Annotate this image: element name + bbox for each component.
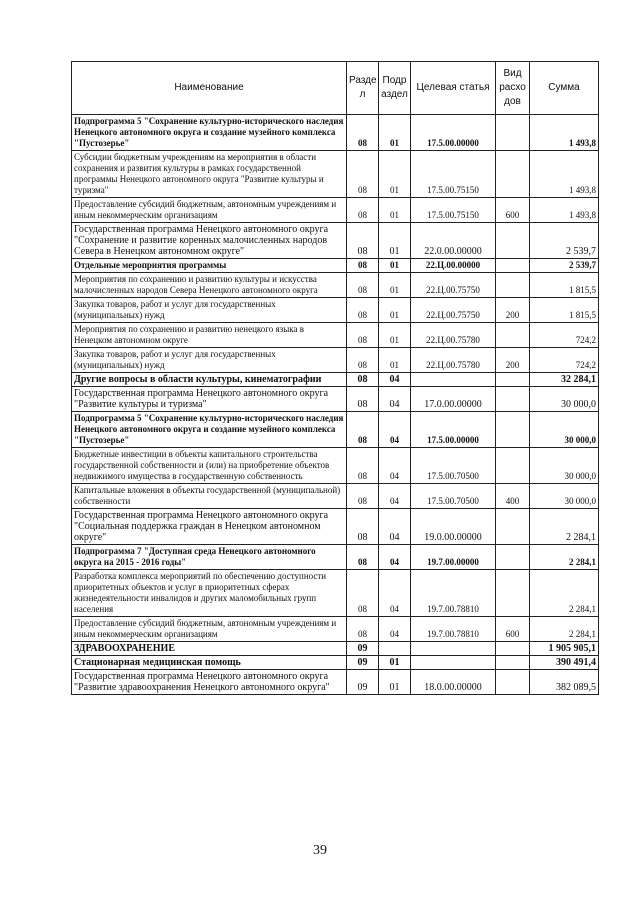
cell-name: Разработка комплекса мероприятий по обеспечению доступности приоритетных объектов и услуг в приоритетных сферах жизнедеятельности инвалидов и других маломобильных групп населения (72, 570, 347, 617)
cell-section: 08 (347, 509, 379, 545)
cell-section: 08 (347, 448, 379, 484)
cell-sum: 1 493,8 (530, 151, 599, 198)
cell-type (496, 412, 530, 448)
header-name: Наименование (72, 62, 347, 115)
header-target: Целевая статья (411, 62, 496, 115)
cell-type (496, 642, 530, 656)
cell-target: 17.5.00.00000 (411, 412, 496, 448)
cell-name: Мероприятия по сохранению и развитию ненецкого языка в Ненецком автономном округе (72, 323, 347, 348)
cell-section: 08 (347, 115, 379, 151)
cell-type (496, 509, 530, 545)
cell-type (496, 115, 530, 151)
table-row (72, 509, 599, 545)
cell-target: 22.Ц.00.75780 (411, 348, 496, 373)
cell-section: 08 (347, 273, 379, 298)
cell-sum: 724,2 (530, 348, 599, 373)
cell-subsection (379, 642, 411, 656)
table-row (72, 484, 599, 509)
cell-section: 08 (347, 259, 379, 273)
budget-table-body (72, 62, 599, 695)
cell-sum: 724,2 (530, 323, 599, 348)
cell-subsection: 01 (379, 348, 411, 373)
cell-subsection: 04 (379, 509, 411, 545)
table-row (72, 273, 599, 298)
cell-target: 19.7.00.78810 (411, 570, 496, 617)
cell-type (496, 223, 530, 259)
cell-name: Капитальные вложения в объекты государственной (муниципальной) собственности (72, 484, 347, 509)
cell-section: 08 (347, 323, 379, 348)
cell-subsection: 04 (379, 617, 411, 642)
cell-subsection: 04 (379, 387, 411, 412)
cell-target: 22.Ц.00.75780 (411, 323, 496, 348)
cell-subsection: 01 (379, 656, 411, 670)
table-row (72, 298, 599, 323)
cell-target: 17.0.00.00000 (411, 387, 496, 412)
cell-sum: 2 284,1 (530, 617, 599, 642)
cell-name: Подпрограмма 7 "Доступная среда Ненецкого автономного округа на 2015 - 2016 годы" (72, 545, 347, 570)
cell-name: Предоставление субсидий бюджетным, автономным учреждениям и иным некоммерческим организациям (72, 198, 347, 223)
cell-subsection: 04 (379, 373, 411, 387)
cell-sum: 1 815,5 (530, 273, 599, 298)
table-row (72, 151, 599, 198)
table-row (72, 348, 599, 373)
cell-target: 22.Ц.00.75750 (411, 273, 496, 298)
cell-subsection: 01 (379, 151, 411, 198)
cell-type: 200 (496, 348, 530, 373)
table-row (72, 223, 599, 259)
cell-subsection: 01 (379, 273, 411, 298)
table-row (72, 323, 599, 348)
header-subsection: Подр аздел (379, 62, 411, 115)
cell-type (496, 373, 530, 387)
cell-name: Государственная программа Ненецкого автономного округа "Социальная поддержка граждан в Ненецком автономном округе" (72, 509, 347, 545)
table-row (72, 198, 599, 223)
cell-name: Мероприятия по сохранению и развитию культуры и искусства малочисленных народов Севера Ненецкого автономного округа (72, 273, 347, 298)
cell-target: 18.0.00.00000 (411, 670, 496, 695)
cell-sum: 382 089,5 (530, 670, 599, 695)
table-header-row (72, 62, 599, 115)
cell-name: ЗДРАВООХРАНЕНИЕ (72, 642, 347, 656)
cell-sum: 1 905 905,1 (530, 642, 599, 656)
cell-type: 400 (496, 484, 530, 509)
cell-name: Подпрограмма 5 "Сохранение культурно-исторического наследия Ненецкого автономного округа и создание музейного комплекса "Пустозерье" (72, 115, 347, 151)
header-sum: Сумма (530, 62, 599, 115)
cell-section: 08 (347, 373, 379, 387)
cell-subsection: 01 (379, 323, 411, 348)
cell-name: Предоставление субсидий бюджетным, автономным учреждениям и иным некоммерческим организациям (72, 617, 347, 642)
cell-type (496, 273, 530, 298)
cell-sum: 30 000,0 (530, 448, 599, 484)
cell-type (496, 570, 530, 617)
cell-name: Стационарная медицинская помощь (72, 656, 347, 670)
cell-section: 08 (347, 298, 379, 323)
cell-subsection: 01 (379, 115, 411, 151)
cell-name: Государственная программа Ненецкого автономного округа "Развитие здравоохранения Ненецкого автономного округа" (72, 670, 347, 695)
cell-type (496, 259, 530, 273)
cell-type (496, 670, 530, 695)
cell-section: 09 (347, 656, 379, 670)
cell-target: 17.5.00.70500 (411, 448, 496, 484)
table-row (72, 617, 599, 642)
cell-target: 22.Ц.00.75750 (411, 298, 496, 323)
cell-section: 08 (347, 545, 379, 570)
cell-type (496, 151, 530, 198)
cell-sum: 390 491,4 (530, 656, 599, 670)
cell-section: 08 (347, 223, 379, 259)
cell-target: 17.5.00.75150 (411, 198, 496, 223)
cell-target (411, 373, 496, 387)
cell-target (411, 642, 496, 656)
cell-sum: 1 493,8 (530, 198, 599, 223)
cell-target: 19.7.00.78810 (411, 617, 496, 642)
header-type: Вид расхо дов (496, 62, 530, 115)
cell-name: Государственная программа Ненецкого автономного округа "Сохранение и развитие коренных малочисленных народов Севера в Ненецком автономном округе" (72, 223, 347, 259)
cell-section: 08 (347, 570, 379, 617)
cell-type: 600 (496, 198, 530, 223)
cell-section: 08 (347, 617, 379, 642)
cell-type (496, 448, 530, 484)
table-row (72, 642, 599, 656)
cell-subsection: 01 (379, 298, 411, 323)
cell-sum: 2 539,7 (530, 259, 599, 273)
cell-name: Подпрограмма 5 "Сохранение культурно-исторического наследия Ненецкого автономного округа и создание музейного комплекса "Пустозерье" (72, 412, 347, 448)
cell-sum: 2 539,7 (530, 223, 599, 259)
cell-type (496, 545, 530, 570)
cell-section: 08 (347, 198, 379, 223)
cell-target: 22.0.00.00000 (411, 223, 496, 259)
cell-subsection: 04 (379, 545, 411, 570)
cell-type: 600 (496, 617, 530, 642)
cell-section: 08 (347, 151, 379, 198)
cell-name: Закупка товаров, работ и услуг для государственных (муниципальных) нужд (72, 348, 347, 373)
cell-sum: 1 815,5 (530, 298, 599, 323)
table-row (72, 387, 599, 412)
cell-target (411, 656, 496, 670)
cell-name: Отдельные мероприятия программы (72, 259, 347, 273)
table-row (72, 115, 599, 151)
cell-sum: 2 284,1 (530, 509, 599, 545)
table-row (72, 545, 599, 570)
cell-name: Закупка товаров, работ и услуг для государственных (муниципальных) нужд (72, 298, 347, 323)
cell-name: Другие вопросы в области культуры, кинематографии (72, 373, 347, 387)
cell-subsection: 01 (379, 670, 411, 695)
cell-type: 200 (496, 298, 530, 323)
cell-target: 19.0.00.00000 (411, 509, 496, 545)
cell-name: Государственная программа Ненецкого автономного округа "Развитие культуры и туризма" (72, 387, 347, 412)
cell-subsection: 04 (379, 412, 411, 448)
table-row (72, 570, 599, 617)
table-row (72, 412, 599, 448)
table-row (72, 656, 599, 670)
cell-section: 08 (347, 412, 379, 448)
cell-target: 17.5.00.00000 (411, 115, 496, 151)
cell-section: 08 (347, 348, 379, 373)
cell-target: 17.5.00.70500 (411, 484, 496, 509)
cell-sum: 2 284,1 (530, 545, 599, 570)
cell-subsection: 04 (379, 570, 411, 617)
cell-target: 17.5.00.75150 (411, 151, 496, 198)
cell-type (496, 656, 530, 670)
cell-sum: 1 493,8 (530, 115, 599, 151)
cell-section: 08 (347, 484, 379, 509)
cell-sum: 30 000,0 (530, 412, 599, 448)
cell-name: Субсидии бюджетным учреждениям на мероприятия в области сохранения и развития культуры в рамках государственной программы Ненецкого автономного округа "Развитие культуры и туризма" (72, 151, 347, 198)
cell-subsection: 01 (379, 198, 411, 223)
cell-sum: 32 284,1 (530, 373, 599, 387)
cell-sum: 30 000,0 (530, 387, 599, 412)
table-row (72, 373, 599, 387)
cell-sum: 2 284,1 (530, 570, 599, 617)
cell-subsection: 04 (379, 484, 411, 509)
cell-section: 09 (347, 670, 379, 695)
cell-type (496, 323, 530, 348)
cell-sum: 30 000,0 (530, 484, 599, 509)
page-number: 39 (313, 843, 327, 858)
cell-target: 22.Ц.00.00000 (411, 259, 496, 273)
header-section: Разде л (347, 62, 379, 115)
cell-section: 08 (347, 387, 379, 412)
cell-name: Бюджетные инвестиции в объекты капитального строительства государственной собственности и (или) на приобретение объектов недвижимого имущества в государственную собственность (72, 448, 347, 484)
table-row (72, 259, 599, 273)
cell-type (496, 387, 530, 412)
budget-table (71, 61, 599, 695)
cell-subsection: 01 (379, 223, 411, 259)
table-row (72, 670, 599, 695)
cell-subsection: 01 (379, 259, 411, 273)
cell-subsection: 04 (379, 448, 411, 484)
cell-target: 19.7.00.00000 (411, 545, 496, 570)
cell-section: 09 (347, 642, 379, 656)
table-row (72, 448, 599, 484)
